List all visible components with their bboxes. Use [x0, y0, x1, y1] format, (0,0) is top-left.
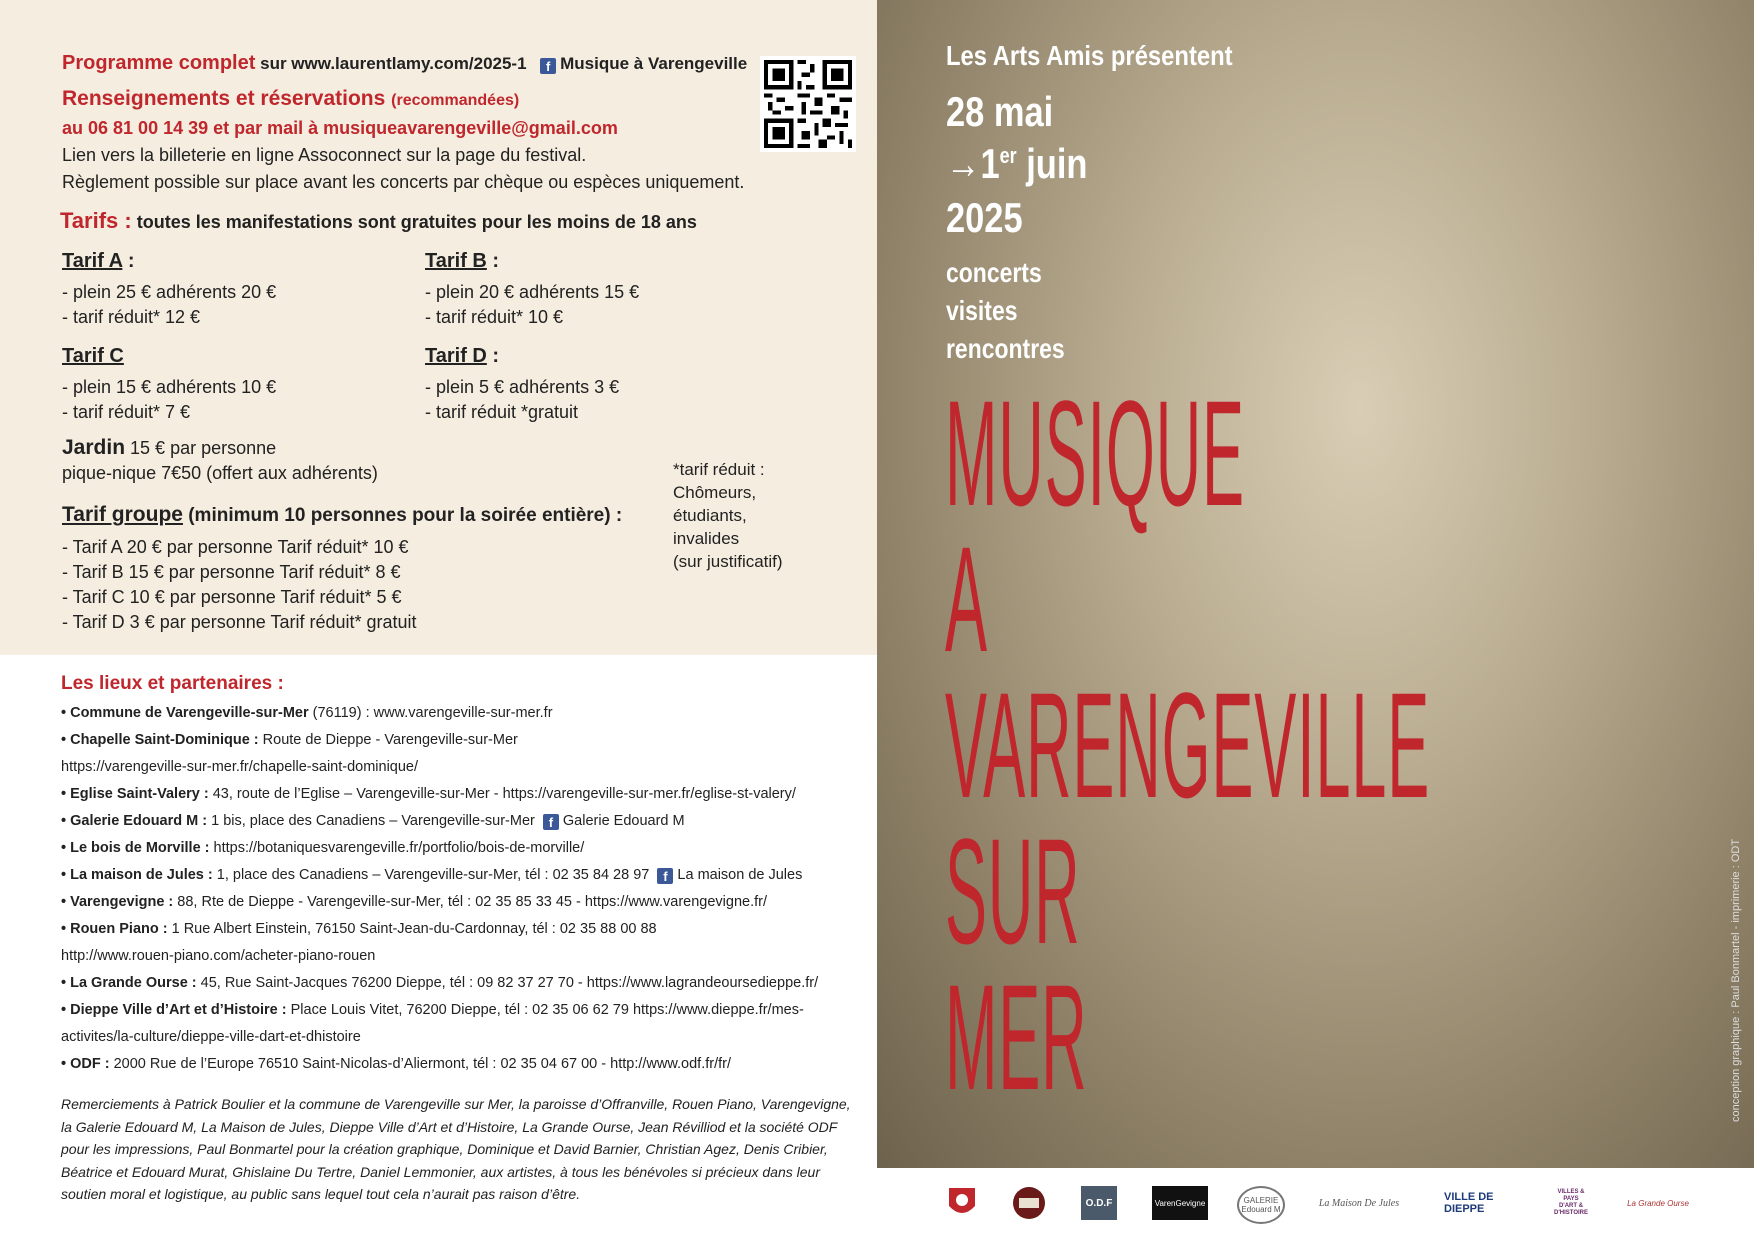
galerie-logo: GALERIE Edouard M	[1237, 1186, 1285, 1224]
renseignements-line	[62, 87, 519, 111]
dieppe-logo: VILLE DE DIEPPE	[1444, 1191, 1494, 1215]
title-line-1: MUSIQUE	[945, 369, 1245, 537]
list-item: http://www.rouen-piano.com/acheter-piano-rouen	[61, 948, 376, 964]
villes-art-logo: VILLES & PAYS D'ART & D'HISTOIRE	[1554, 1189, 1588, 1216]
list-item: • La Grande Ourse : 45, Rue Saint-Jacques 76200 Dieppe, tél : 09 82 37 27 70 - https://www.lagrandeoursedieppe.fr/	[61, 975, 819, 991]
facebook-icon: f	[543, 814, 559, 830]
contact-line[interactable]: au 06 81 00 14 39 et par mail à musiqueavarengeville@gmail.com	[62, 118, 618, 138]
recommandees-label: (recommandées)	[391, 92, 520, 109]
list-item: - Tarif A 20 € par personne Tarif réduit* 10 €	[62, 537, 409, 557]
title-line-3: VARENGEVILLE	[945, 661, 1431, 829]
tarif-groupe-title: Tarif groupe (minimum 10 personnes pour la soirée entière) :	[62, 503, 623, 526]
list-item: • Chapelle Saint-Dominique : Route de Dieppe - Varengeville-sur-Mer	[61, 732, 518, 748]
year: 2025	[946, 194, 1023, 241]
facebook-icon: f	[540, 58, 556, 74]
list-item: • Varengevigne : 88, Rte de Dieppe - Varengeville-sur-Mer, tél : 02 35 85 33 45 - https://www.varengevigne.fr/	[61, 894, 768, 910]
list-item: • Rouen Piano : 1 Rue Albert Einstein, 76150 Saint-Jean-du-Cardonnay, tél : 02 35 88 00 88	[61, 921, 657, 937]
list-item: - Tarif C 10 € par personne Tarif réduit* 5 €	[62, 587, 402, 607]
programme-label: Programme complet	[62, 52, 256, 74]
tarif-d-line1: - plein 5 € adhérents 3 €	[425, 377, 620, 397]
tarif-b-line2: - tarif réduit* 10 €	[425, 307, 564, 327]
list-item: • Eglise Saint-Valery : 43, route de l’Eglise – Varengeville-sur-Mer - https://varengeville-sur-mer.fr/eglise-st-valery/	[61, 786, 796, 802]
tarif-groupe-list	[62, 535, 417, 635]
odf-logo: O.D.F	[1081, 1186, 1117, 1220]
list-item: • ODF : 2000 Rue de l’Europe 76510 Saint-Nicolas-d’Aliermont, tél : 02 35 04 67 00 - http://www.odf.fr/fr/	[61, 1056, 732, 1072]
tarifs-intro: toutes les manifestations sont gratuites pour les moins de 18 ans	[136, 212, 697, 232]
facebook-icon: f	[657, 868, 673, 884]
jardin-line: Jardin 15 € par personne	[62, 436, 277, 459]
lieux-list	[61, 700, 818, 1078]
chapelle-logo	[1009, 1186, 1049, 1220]
title-line-5: MER	[945, 953, 1088, 1121]
varengevigne-logo: VarenGevigne	[1152, 1186, 1208, 1220]
qr-code	[760, 56, 856, 152]
fb-page-label: Musique à Varengeville	[560, 54, 748, 73]
tarif-c-line2: - tarif réduit* 7 €	[62, 402, 191, 422]
presenter: Les Arts Amis présentent	[946, 40, 1233, 71]
tarif-c-title: Tarif C	[62, 345, 124, 367]
list-item: • Galerie Edouard M : 1 bis, place des Canadiens – Varengeville-sur-Mer f Galerie Edouard M	[61, 813, 685, 830]
tarif-a-title: Tarif A :	[62, 250, 135, 272]
date-end: →1er juin	[946, 140, 1088, 187]
tarifs-heading	[60, 208, 697, 234]
list-item: - Tarif D 3 € par personne Tarif réduit* gratuit	[62, 612, 417, 632]
tarifs-label: Tarifs :	[60, 208, 132, 233]
programme-line	[62, 52, 747, 75]
tarif-d-title: Tarif D :	[425, 345, 500, 367]
tarif-c-line1: - plein 15 € adhérents 10 €	[62, 377, 277, 397]
list-item: • Dieppe Ville d’Art et d’Histoire : Place Louis Vitet, 76200 Dieppe, tél : 02 35 06 62 79 https://www.dieppe.fr/mes-	[61, 1002, 804, 1018]
title-line-2: A	[945, 515, 988, 683]
renseignements-label: Renseignements et réservations	[62, 87, 386, 110]
list-item: • Commune de Varengeville-sur-Mer (76119) : www.varengeville-sur-mer.fr	[61, 705, 553, 721]
list-item: activites/la-culture/dieppe-ville-dart-et-dhistoire	[61, 1029, 361, 1045]
tarif-a-line2: - tarif réduit* 12 €	[62, 307, 201, 327]
grande-ourse-logo: La Grande Ourse	[1627, 1198, 1689, 1208]
jardin-line2: pique-nique 7€50 (offert aux adhérents)	[62, 463, 378, 483]
title-line-4: SUR	[945, 807, 1081, 975]
tarif-a-line1: - plein 25 € adhérents 20 €	[62, 282, 277, 302]
reglement-line: Règlement possible sur place avant les concerts par chèque ou espèces uniquement.	[62, 172, 745, 192]
programme-url[interactable]: sur www.laurentlamy.com/2025-1	[255, 54, 527, 73]
list-item: https://varengeville-sur-mer.fr/chapelle-saint-dominique/	[61, 759, 419, 775]
tarif-d-line2: - tarif réduit *gratuit	[425, 402, 579, 422]
date-start: 28 mai	[946, 88, 1054, 135]
list-item: - Tarif B 15 € par personne Tarif réduit* 8 €	[62, 562, 401, 582]
varengeville-logo	[945, 1186, 979, 1220]
billeterie-line: Lien vers la billeterie en ligne Assoconnect sur la page du festival.	[62, 145, 587, 165]
activities: concerts visites rencontres	[946, 257, 1065, 364]
lieux-title: Les lieux et partenaires :	[61, 673, 284, 694]
credit-text: conception graphique : Paul Bonmartel - imprimerie : ODT	[1730, 838, 1742, 1122]
maison-jules-logo: La Maison De Jules	[1318, 1197, 1400, 1209]
thanks-text: Remerciements à Patrick Boulier et la commune de Varengeville sur Mer, la paroisse d’Offranville, Rouen Piano, Varengevigne, la Galerie Edouard M, La Maison de Jules, Dieppe Ville d’Art et d’Histoire, La Grande Ourse, Jean Révilliod et la société ODF pour les impressions, Paul Bonmartel pour la création graphique, Dominique et David Barnier, Christian Agez, Denis Cribier, Béatrice et Edouard Murat, Ghislaine Du Tertre, Daniel Lemmonier, aux artistes, à tous les bénévoles si précieux dans leur soutien moral et logistique, au public sans lequel tout cela n’aurait pas raison d’être.	[61, 1096, 851, 1202]
reduit-note: *tarif réduit : Chômeurs, étudiants, invalides (sur justificatif)	[673, 460, 783, 571]
list-item: • Le bois de Morville : https://botaniquesvarengeville.fr/portfolio/bois-de-morville/	[61, 840, 585, 856]
fb-link[interactable]	[540, 54, 747, 73]
list-item: • La maison de Jules : 1, place des Canadiens – Varengeville-sur-Mer, tél : 02 35 84 28 97 f La maison de Jules	[61, 867, 803, 884]
tarif-b-title: Tarif B :	[425, 250, 500, 272]
tarif-b-line1: - plein 20 € adhérents 15 €	[425, 282, 640, 302]
